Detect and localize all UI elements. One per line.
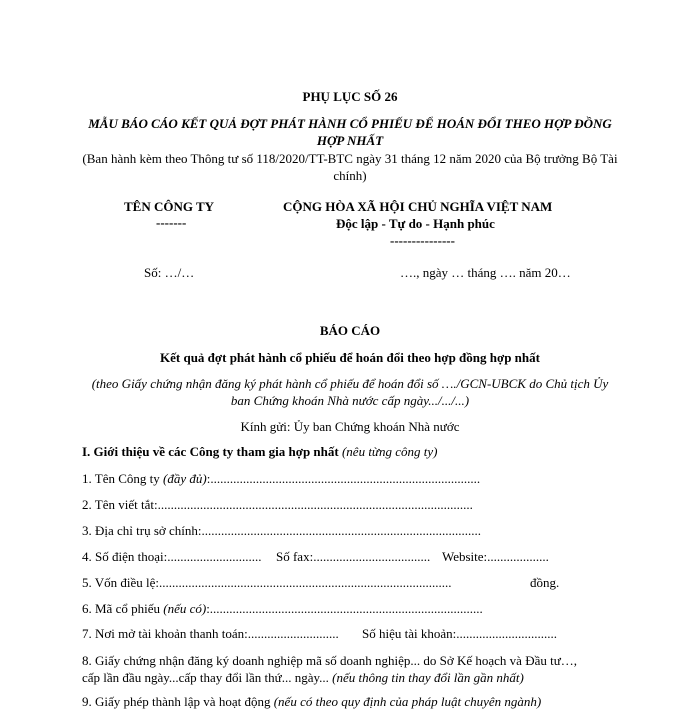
section-heading [82, 443, 642, 460]
section-heading-note: (nêu từng công ty) [341, 444, 438, 459]
field-business-registration-cont [82, 669, 642, 686]
document-number: Số: …/… [144, 265, 195, 280]
field-stock-code [82, 600, 642, 617]
field-company-name [82, 470, 642, 487]
company-name: TÊN CÔNG TY [124, 199, 215, 214]
field-business-registration: 8. Giấy chứng nhận đăng ký doanh nghiệp mã số doanh nghiệp... do Sở Kế hoạch và Đầu tư…, [82, 653, 578, 668]
field-account-number: Số hiệu tài khoản:............................... [362, 626, 557, 641]
form-title: MẪU BÁO CÁO KẾT QUẢ ĐỢT PHÁT HÀNH CỔ PHIẾU ĐỂ HOÁN ĐỔI THEO HỢP ĐỒNG HỢP NHẤT [88, 116, 612, 148]
field-establishment-license [82, 693, 642, 710]
nation-title: CỘNG HÒA XÃ HỘI CHỦ NGHĨA VIỆT NAM [283, 199, 553, 214]
field-text: cấp lần đầu ngày...cấp thay đổi lần thứ... ngày... [82, 670, 333, 685]
certificate-reference: (theo Giấy chứng nhận đăng ký phát hành cổ phiếu để hoán đổi số …./GCN-UBCK do Chủ tịch Ủy ban Chứng khoán Nhà nước cấp ngày.../.../...) [91, 376, 609, 408]
recipient-line: Kính gửi: Ủy ban Chứng khoán Nhà nước [240, 419, 460, 434]
field-phone: 4. Số điện thoại:............................. [82, 549, 262, 564]
field-note: (đầy đủ) [163, 471, 207, 486]
field-note: (nếu thông tin thay đổi lần gần nhất) [332, 670, 524, 685]
field-blank: :................................................................................... [206, 471, 481, 486]
field-short-name: 2. Tên viết tắt:................................................................................................. [82, 497, 473, 512]
field-charter-capital: 5. Vốn điều lệ:.......................................................................................... [82, 575, 452, 590]
field-note: (nếu có) [163, 601, 207, 616]
national-motto: Độc lập - Tự do - Hạnh phúc [336, 216, 495, 231]
field-note: (nếu có theo quy định của pháp luật chuyên ngành) [273, 694, 542, 709]
field-text: 9. Giấy phép thành lập và hoạt động [82, 694, 274, 709]
field-blank: :.................................................................................... [206, 601, 483, 616]
field-fax: Số fax:.................................... [276, 549, 431, 564]
currency-unit: đồng. [530, 575, 560, 590]
section-heading-text: I. Giới thiệu về các Công ty tham gia hợp nhất [82, 444, 339, 459]
field-website: Website:................... [442, 549, 549, 564]
appendix-title: PHỤ LỤC SỐ 26 [302, 89, 398, 104]
field-payment-account-place: 7. Nơi mở tài khoản thanh toán:............................ [82, 626, 339, 641]
document-date: …., ngày … tháng …. năm 20… [400, 265, 571, 280]
motto-divider: --------------- [390, 233, 455, 248]
report-subtitle: Kết quả đợt phát hành cổ phiếu để hoán đổi theo hợp đồng hợp nhất [160, 350, 540, 365]
field-label: 1. Tên Công ty [82, 471, 164, 486]
field-head-office-address: 3. Địa chỉ trụ sở chính:...................................................................................... [82, 523, 482, 538]
report-title: BÁO CÁO [319, 323, 381, 338]
issued-with-note: (Ban hành kèm theo Thông tư số 118/2020/TT-BTC ngày 31 tháng 12 năm 2020 của Bộ trưởng Bộ Tài chính) [82, 151, 618, 183]
company-divider: ------- [156, 215, 187, 230]
field-label: 6. Mã cổ phiếu [82, 601, 164, 616]
